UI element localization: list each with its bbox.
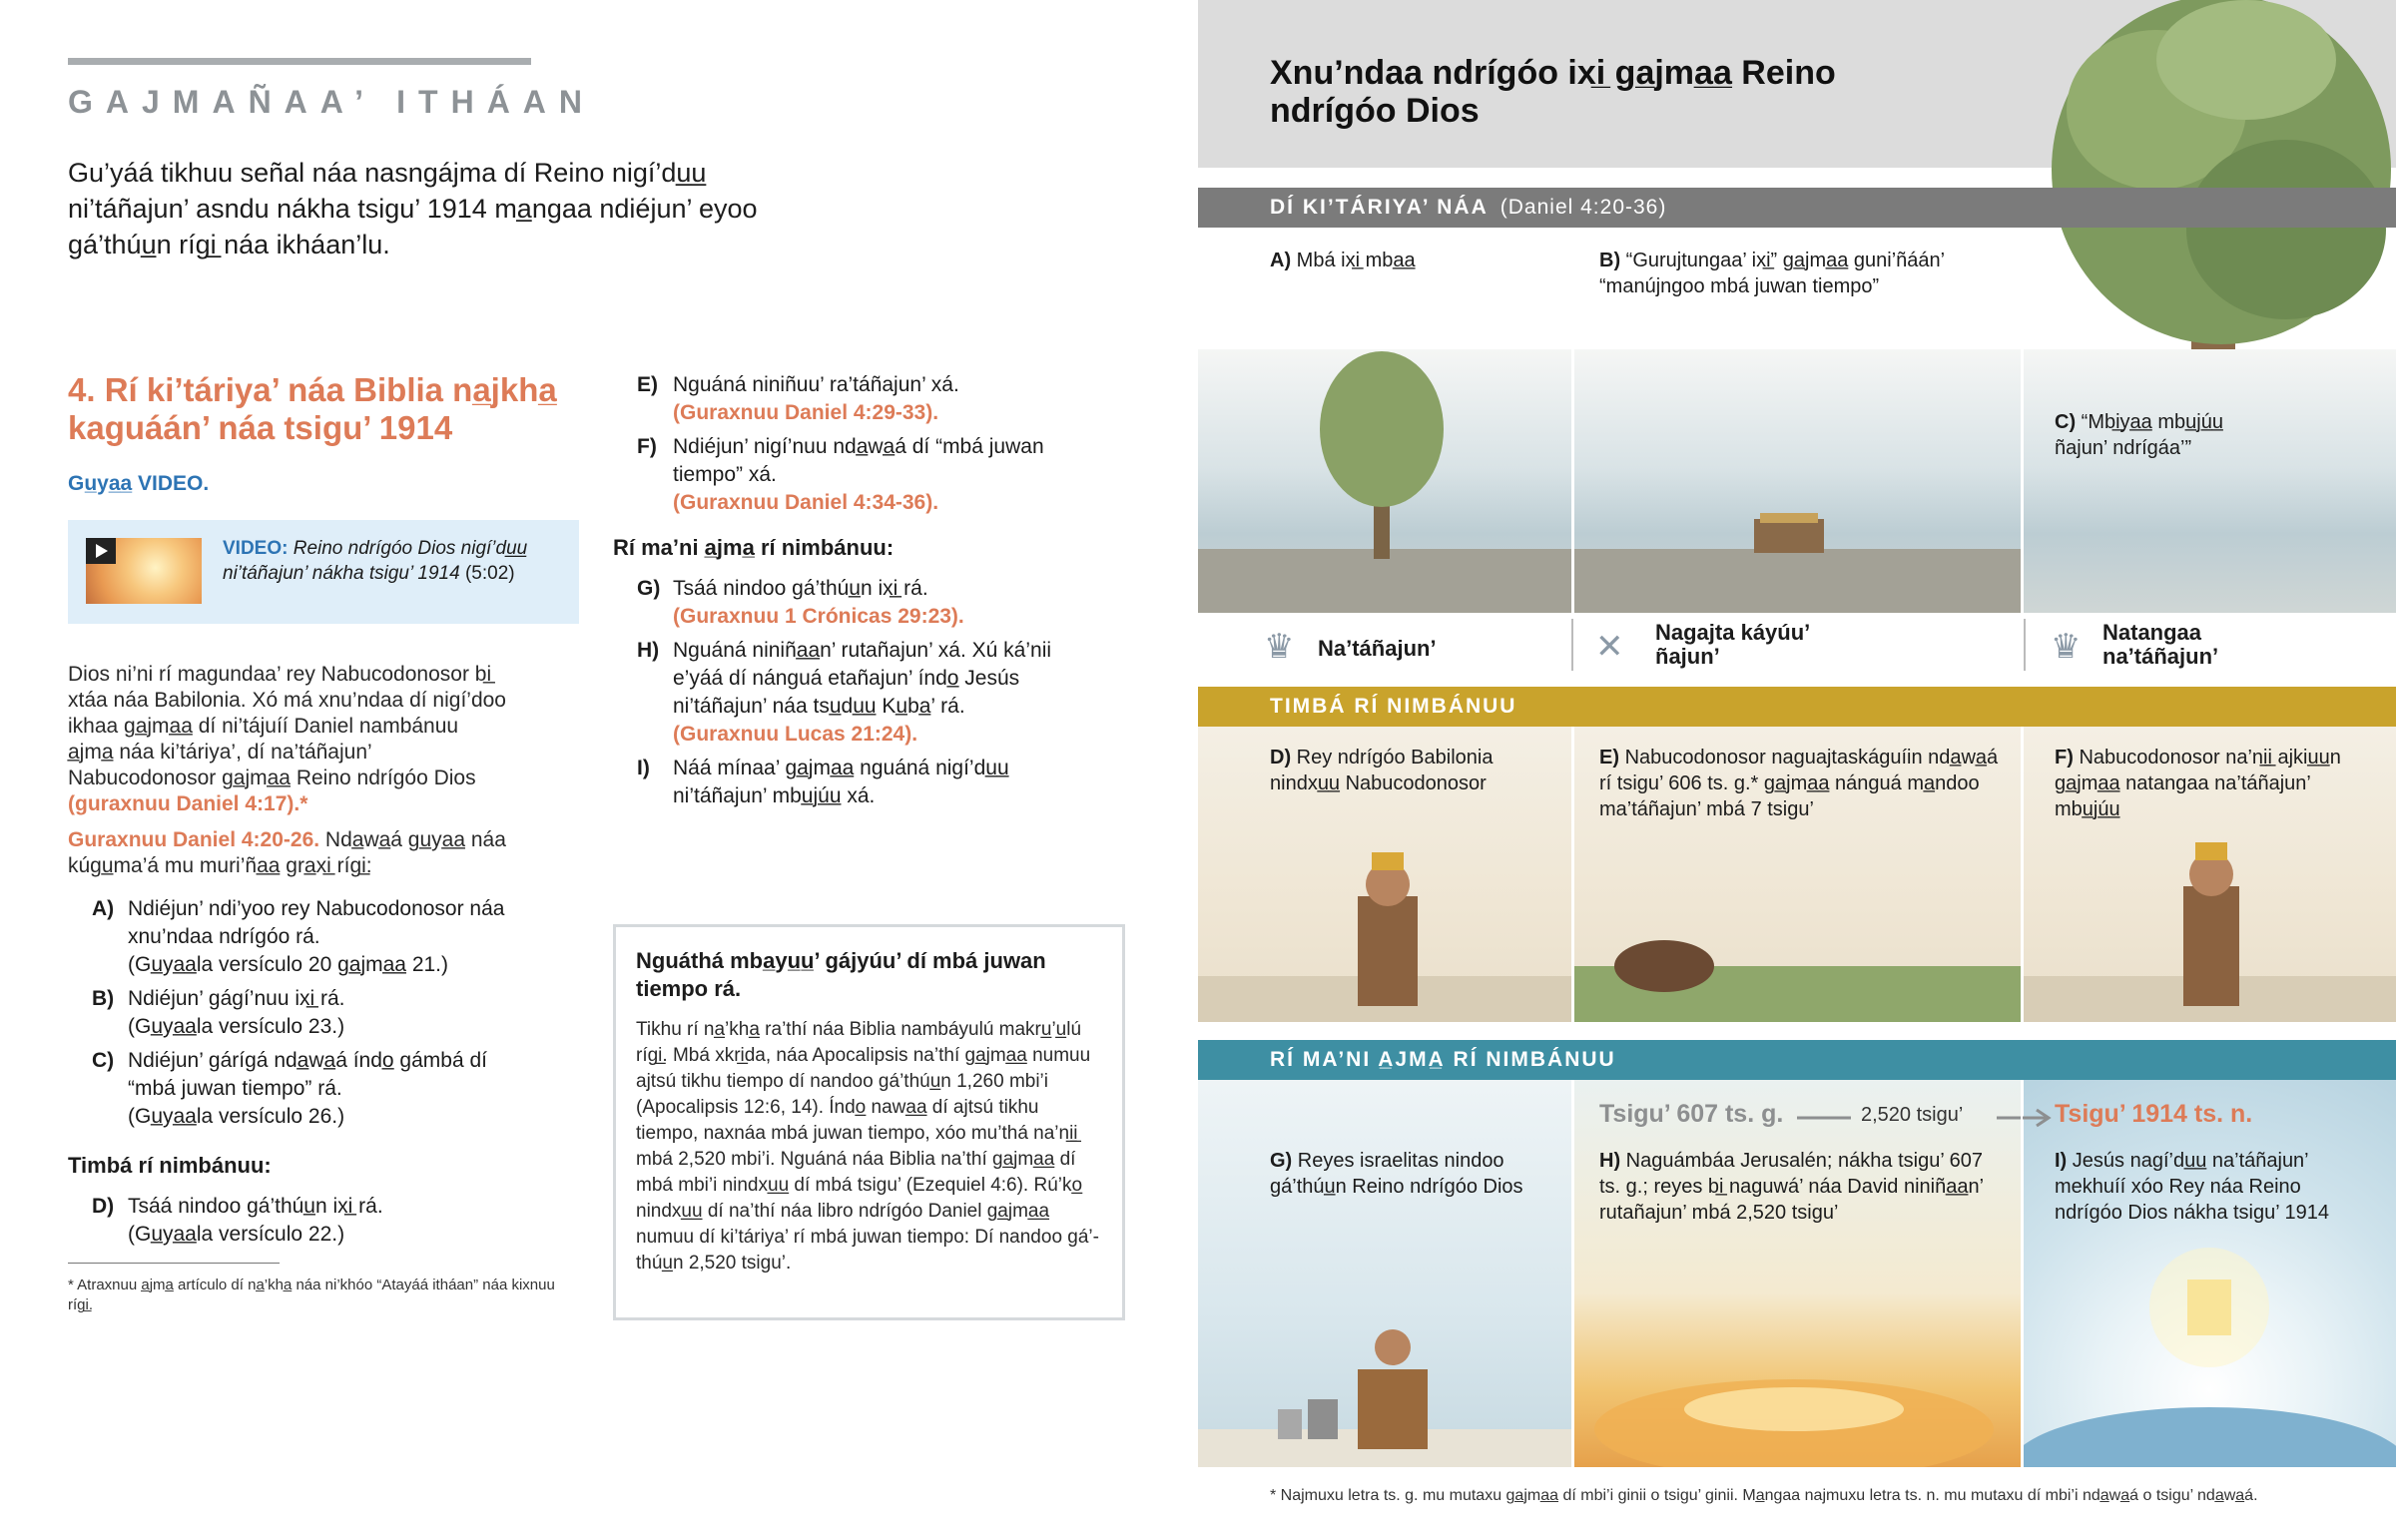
- question-letter: A): [92, 897, 115, 920]
- question-body: Ndiéjun’ nigí’nuu nda̲wa̲á dí “mbá juwan tiempo” xá.: [673, 435, 1044, 486]
- question-body: Ndiéjun’ gágí’nuu ixi̲ rá.: [128, 987, 345, 1010]
- question-d: [68, 1193, 587, 1249]
- sidebar-body: Tikhu rí na̲’kha̲ ra’thí náa Biblia nambáyulú makru̲’u̲lú rígi̲. Mbá xkri̲da, náa Apocalipsis na’thí ga̲jma̲a̲ numuu ajtsú tikhu tiempo dí nandoo gá’thúu̲n 1,260 mbi’i (Apocalipsis 12:6, 14). Índo̲ nawa̲a̲ dí ajtsú tikhu tiempo, naxnáa mbá juwan tiempo, xóo mu’thá na’ni̲i̲ mbá 2,520 mbi’i. Nguáná náa Biblia na’thí ga̲jma̲a̲ dí mbá mbi’i nindxu̲u̲ dí mbá tsigu’ (Ezequiel 4:6). Rú’ko̲ nindxu̲u̲ dí na’thí náa libro ndrígóo Daniel ga̲jma̲a̲ numuu dí ki’táriya’ rí mbá juwan tiempo: Dí nandoo gá’thúu̲n 2,520 tsigu’.: [636, 1019, 1099, 1274]
- right-page: [1198, 0, 2396, 1540]
- caption-text: Reyes israelitas nindoo gá’thúu̲n Reino ndrígóo Dios: [1270, 1150, 1523, 1198]
- question-b: [68, 985, 587, 1041]
- caption-d: [1270, 745, 1559, 796]
- question-e: [613, 371, 1132, 427]
- footnote-right: * Najmuxu letra ts. g. mu mutaxu ga̲jma̲a̲ dí mbi’i ginii o tsigu’ ginii. Ma̲ngaa najmuxu letra ts. n. mu mutaxu dí mbi’i nda̲wa̲á o tsigu’ nda̲wa̲á.: [1270, 1487, 2258, 1504]
- question-text: [673, 755, 1102, 810]
- left-column: [68, 371, 587, 1315]
- paragraph-2: [68, 827, 507, 879]
- caption-letter: G): [1270, 1150, 1293, 1172]
- crown-icon: ♛: [2051, 628, 2082, 666]
- caption-letter: B): [1599, 250, 1621, 271]
- section-kicker: GAJMAÑAA’ ITHÁAN: [68, 84, 596, 120]
- question-g: [613, 575, 1132, 631]
- video-thumbnail[interactable]: [86, 538, 202, 604]
- video-title[interactable]: Reino ndrígóo Dios nigí’du̲u̲ ni’táñajun’ nákha tsigu’ 1914: [223, 538, 528, 584]
- heavenly-throne-illustration: [2024, 1080, 2396, 1467]
- section-label: [1270, 196, 1666, 220]
- question-a: [68, 895, 587, 979]
- caption-i: [2055, 1148, 2374, 1226]
- footnote-left: * Atraxnuu a̲jma̲ artículo dí na̲’kha̲ náa ni’khóo “Atayáá itháan” náa kixnuu rígi̲.: [68, 1277, 555, 1313]
- scripture-link[interactable]: (Guraxnuu 1 Crónicas 29:23).: [673, 605, 964, 628]
- caption-text: “Gurujtungaa’ ixi̲” ga̲jma̲a̲ guni’ñáán’ “manújngoo mbá juwan tiempo”: [1599, 250, 1945, 297]
- panel-israelite-kings: [1198, 1080, 1571, 1467]
- caption-text: Rey ndrígóo Babilonia nindxu̲u̲ Nabucodonosor: [1270, 747, 1494, 794]
- question-letter: B): [92, 987, 115, 1010]
- scripture-link-daniel-4-20[interactable]: Guraxnuu Daniel 4:20-26.: [68, 828, 320, 851]
- question-text: [673, 637, 1102, 749]
- question-body: Ndiéjun’ ndi’yoo rey Nabucodonosor náa xnu’ndaa ndrígóo rá.: [128, 897, 505, 948]
- subhead-second-fulfillment: Rí ma’ni a̲jma̲ rí nimbánuu:: [613, 535, 895, 560]
- panel-tree-standing: [1198, 349, 1571, 613]
- panel-jerusalem-destroyed: [1574, 1080, 2021, 1467]
- section-reference: (Daniel 4:20-36): [1499, 196, 1667, 219]
- question-f: [613, 433, 1132, 517]
- status-divider: [1571, 619, 1573, 671]
- scripture-link[interactable]: (Guraxnuu Lucas 21:24).: [673, 723, 918, 746]
- question-note: (Gu̲ya̲a̲la versículo 20 ga̲jma̲a̲ 21.): [128, 953, 448, 976]
- top-rule: [68, 58, 531, 65]
- section-label-text: DÍ KI’TÁRIYA’ NÁA: [1270, 196, 1489, 219]
- scripture-link-daniel-4-17[interactable]: (guraxnuu Daniel 4:17).*: [68, 792, 308, 815]
- video-card[interactable]: [68, 520, 579, 624]
- question-note: (Gu̲ya̲a̲la versículo 22.): [128, 1223, 345, 1246]
- caption-text: “Mbi̲ya̲a̲ mbu̲jú̲u̲ ñajun’ ndrígáa’”: [2055, 411, 2223, 459]
- question-letter: C): [92, 1049, 115, 1072]
- timeline-end-year: Tsigu’ 1914 ts. n.: [2055, 1100, 2253, 1128]
- question-note: (Gu̲ya̲a̲la versículo 26.): [128, 1105, 345, 1128]
- question-text: [128, 895, 527, 979]
- caption-c: [2055, 409, 2254, 461]
- question-text: [128, 1193, 527, 1249]
- video-link[interactable]: Gu̲ya̲a̲ VIDEO.: [68, 472, 210, 495]
- panel-jesus-enthroned: [2024, 1080, 2396, 1467]
- sidebar-title: Nguáthá mba̲yu̲u̲’ gájyúu’ dí mbá juwan tiempo rá.: [636, 948, 1046, 1001]
- question-i: [613, 755, 1132, 810]
- question-body: Nguáná niniña̲a̲n’ rutañajun’ xá. Xú ká’nii e’yáá dí nánguá etañajun’ índo̲ Jesús ni’táñajun’ náa tsu̲du̲u̲ Ku̲ba̲’ rá.: [673, 639, 1052, 718]
- crossed-crown-icon: ✕: [1595, 628, 1624, 666]
- section-label: TIMBÁ RÍ NIMBÁNUU: [1270, 695, 1517, 718]
- question-body: Nguáná niniñuu’ ra’táñajun’ xá.: [673, 373, 959, 396]
- video-label: VIDEO:: [223, 538, 289, 559]
- section-bar-first-fulfillment: [1198, 687, 2396, 727]
- question-body: Náá mínaa’ ga̲jma̲a̲ nguáná nigí’du̲u̲ ni’táñajun’ mbu̲jú̲u̲ xá.: [673, 757, 1009, 807]
- paragraph-1: [68, 662, 507, 817]
- question-list-abc: [68, 895, 587, 1131]
- question-text: [673, 575, 1102, 631]
- caption-e: [1599, 745, 2009, 822]
- status-divider: [2024, 619, 2026, 671]
- section-bar-prophecy: [1198, 188, 2396, 228]
- timeline-span-label: 2,520 tsigu’: [1861, 1104, 1964, 1126]
- intro-text: Gu’yáá tikhuu señal náa nasngájma dí Reino nigí’du̲u̲ ni’táñajun’ asndu nákha tsigu’ 1914 ma̲ngaa ndiéjun’ eyoo gá’thúu̲n rígi̲ náa ikháan’lu.: [68, 158, 758, 259]
- caption-letter: A): [1270, 250, 1292, 271]
- question-body: Tsáá nindoo gá’thúu̲n ixi̲ rá.: [128, 1195, 383, 1218]
- middle-column: [613, 371, 1132, 816]
- play-icon[interactable]: [86, 538, 116, 564]
- caption-text: Naguámbáa Jerusalén; nákha tsigu’ 607 ts. g.; reyes bi̲ naguwá’ náa David niniña̲a̲n’ rutañajun’ mbá 2,520 tsigu’: [1599, 1150, 1984, 1224]
- caption-a: [1270, 248, 1569, 273]
- question-letter: E): [637, 373, 658, 396]
- caption-letter: D): [1270, 747, 1292, 769]
- subhead-first-fulfillment: Timbá rí nimbánuu:: [68, 1153, 272, 1178]
- tree-stump-illustration: [1574, 349, 2021, 613]
- scripture-link[interactable]: (Guraxnuu Daniel 4:29-33).: [673, 401, 939, 424]
- video-caption: [223, 536, 562, 586]
- timeline-start-year: Tsigu’ 607 ts. g.: [1599, 1100, 1784, 1128]
- caption-letter: H): [1599, 1150, 1621, 1172]
- caption-b: [1599, 248, 2019, 299]
- paragraph-1-text: Dios ni’ni rí magundaa’ rey Nabucodonosor bi̲ xtáa náa Babilonia. Xó má xnu’ndaa dí nigí’doo ikhaa ga̲jma̲a̲ dí ni’tájuíí Daniel nambánuu a̲jma̲ náa ki’táriya’, dí na’táñajun’ Nabucodonosor ga̲jma̲a̲ Reino ndrígóo Dios: [68, 663, 506, 789]
- question-c: [68, 1047, 587, 1131]
- paragraph-2-text: Nda̲wa̲á gu̲ya̲a̲ náa kúgu̲ma’á mu muri’ña̲a̲ gra̲xi̲ rígi̲:: [68, 828, 506, 877]
- crown-icon: ♛: [1264, 628, 1295, 666]
- panel-tree-restored: [2024, 349, 2396, 613]
- caption-f: [2055, 745, 2354, 822]
- question-letter: F): [637, 435, 657, 458]
- caption-g: [1270, 1148, 1559, 1200]
- question-text: [128, 1047, 527, 1131]
- section-bar-greater-fulfillment: [1198, 1040, 2396, 1080]
- question-h: [613, 637, 1132, 749]
- question-letter: D): [92, 1195, 115, 1218]
- sidebar-box: [613, 924, 1125, 1320]
- panel-divider: [1571, 1080, 1573, 1467]
- caption-text: Jesús nagí’du̲u̲ na’táñajun’ mekhuíí xóo Rey náa Reino ndrígóo Dios nákha tsigu’ 1914: [2055, 1150, 2329, 1224]
- status-reigning: Na’táñajun’: [1318, 636, 1437, 661]
- caption-text: Nabucodonosor naguajtaskáguíin nda̲wa̲á rí tsigu’ 606 ts. g.* ga̲jma̲a̲ nánguá ma̲ndoo ma’táñajun’ mbá 7 tsigu’: [1599, 747, 1999, 820]
- caption-text: Nabucodonosor na’ni̲i̲ ajkiu̲u̲n ga̲jma̲a̲ natangaa na’táñajun’ mbu̲jú̲u̲: [2055, 747, 2341, 820]
- israelite-kings-illustration: [1198, 1080, 1571, 1467]
- question-body: Ndiéjun’ gárígá nda̲wa̲á índo̲ gámbá dí “mbá juwan tiempo” rá.: [128, 1049, 487, 1100]
- question-letter: G): [637, 577, 661, 600]
- caption-letter: C): [2055, 411, 2077, 433]
- question-letter: H): [637, 639, 660, 662]
- caption-letter: I): [2055, 1150, 2068, 1172]
- caption-h: [1599, 1148, 1999, 1226]
- question-text: [673, 371, 1102, 427]
- caption-letter: E): [1599, 747, 1619, 769]
- section-label: RÍ MA’NI A̲JMA̲ RÍ NIMBÁNUU: [1270, 1048, 1616, 1071]
- panel-divider: [2021, 1080, 2023, 1467]
- footnote-rule: [68, 1263, 280, 1264]
- scripture-link[interactable]: (Guraxnuu Daniel 4:34-36).: [673, 491, 939, 514]
- question-title: 4. Rí ki’táriya’ náa Biblia na̲jkha̲ kaguáán’ náa tsigu’ 1914: [68, 371, 557, 446]
- chart-title: Xnu’ndaa ndrígóo ixi̲ ga̲jma̲a̲ Reino ndrígóo Dios: [1270, 54, 1836, 130]
- caption-text: Mbá ixi̲ mba̲a̲: [1296, 250, 1416, 271]
- tree-standing-illustration: [1198, 349, 1571, 613]
- question-letter: I): [637, 757, 650, 779]
- question-text: [673, 433, 1102, 517]
- panel-tree-cut: [1574, 349, 2021, 613]
- fire-illustration: [1574, 1080, 2021, 1467]
- status-interrupted: Nagajta káyúu’ ñajun’: [1655, 620, 1810, 669]
- video-duration: (5:02): [464, 563, 515, 584]
- caption-letter: F): [2055, 747, 2074, 769]
- question-text: [128, 985, 527, 1041]
- question-body: Tsáá nindoo gá’thúu̲n ixi̲ rá.: [673, 577, 928, 600]
- question-note: (Gu̲ya̲a̲la versículo 23.): [128, 1015, 345, 1038]
- status-restored: Natangaa na’táñajun’: [2102, 620, 2219, 669]
